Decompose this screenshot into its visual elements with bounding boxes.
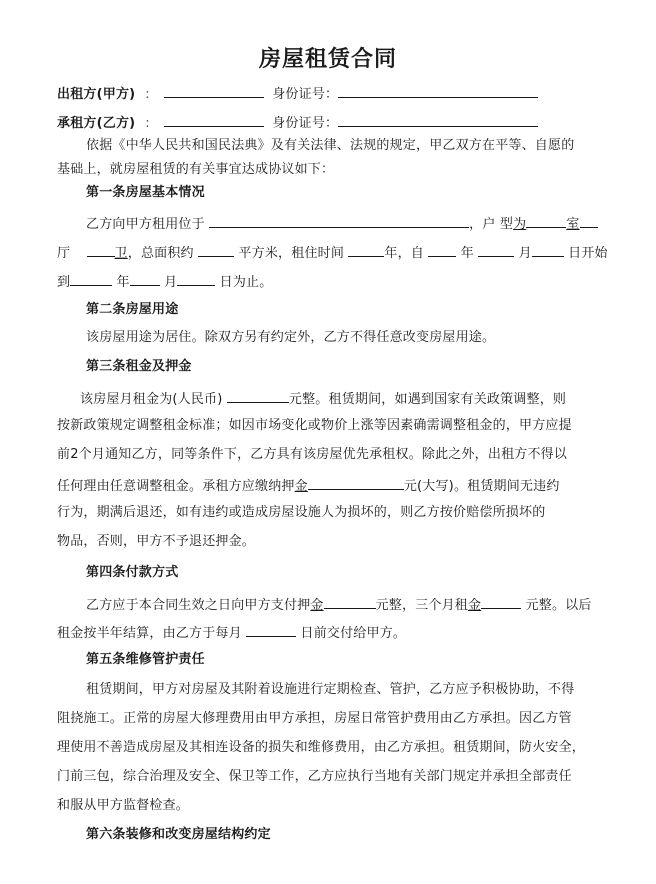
monthly-rent-blank[interactable] [227, 388, 289, 403]
text: ，户 [469, 217, 496, 232]
section-3-line-6: 物品，否则，甲方不予退还押金。 [57, 534, 256, 549]
document-title: 房屋租赁合同 [258, 47, 397, 72]
section-5-line-4: 门前三包，综合治理及安全、保卫等工作，乙方应执行当地有关部门规定并承担全部责任 [57, 769, 572, 784]
text: 元整。以后 [525, 598, 592, 613]
intro-line-1: 依据《中华人民共和国民法典》及有关法律、法规的规定，甲乙双方在平等、自愿的 [86, 138, 575, 153]
text: 乙方向甲方租用位于 [86, 217, 205, 232]
start-day-blank[interactable] [532, 242, 564, 257]
text: ，总面积约 [127, 246, 194, 261]
text: 元整，三个月租 [375, 598, 469, 613]
area-blank[interactable] [198, 242, 234, 257]
halls-blank[interactable] [580, 213, 598, 228]
section-5-line-2: 阻挠施工。正常的房屋大修理费用由甲方承担，房屋日常管护费用由乙方承担。因乙方管 [57, 711, 572, 726]
section-5-heading: 第五条维修管护责任 [86, 652, 205, 667]
lessee-row [57, 112, 538, 133]
section-3-line-3: 前2个月通知乙方，同等条件下，乙方具有该房屋优先承租权。除此之外，出租方不得以 [57, 447, 568, 462]
rooms-blank[interactable] [526, 213, 566, 228]
initial-deposit-blank[interactable] [324, 594, 376, 609]
text: 室 [566, 217, 580, 232]
lessor-name-blank[interactable] [164, 83, 264, 98]
text: 厅 [57, 246, 71, 261]
text: 卫 [114, 246, 128, 261]
lessee-label: 承租方(乙方) [57, 116, 136, 131]
text: 日开始 [568, 246, 608, 261]
section-1-heading: 第一条房屋基本情况 [86, 185, 205, 200]
lessor-id-label: 身份证号： [272, 87, 339, 102]
text: 乙方应于本合同生效之日向甲方支付押 [86, 598, 311, 613]
text: 元(大写)。租赁期间无违约 [403, 479, 560, 494]
colon: : [145, 87, 150, 102]
section-1-line-3 [57, 271, 272, 292]
text: 年 [116, 275, 130, 290]
section-4-line-1 [86, 594, 592, 615]
text: 日前交付给甲方。 [300, 626, 407, 641]
lessee-id-blank[interactable] [338, 112, 538, 127]
text: 租金按半年结算，由乙方于每月 [57, 626, 242, 641]
address-blank[interactable] [209, 213, 469, 228]
text: 元整。租赁期间，如遇到国家有关政策调整，则 [288, 392, 567, 407]
section-5-line-5: 和服从甲方监督检查。 [57, 798, 190, 813]
text: 年 [460, 246, 474, 261]
text: 月 [518, 246, 532, 261]
text: 任何理由任意调整租金。承租方应缴纳押 [57, 479, 295, 494]
section-2-text: 该房屋用途为居住。除双方另有约定外，乙方不得任意改变房屋用途。 [86, 330, 496, 345]
text: 月 [164, 275, 178, 290]
deposit-blank[interactable] [308, 475, 404, 490]
lessor-id-blank[interactable] [338, 83, 538, 98]
end-month-blank[interactable] [130, 271, 160, 286]
text: 为 [513, 217, 527, 232]
lessee-name-blank[interactable] [164, 112, 264, 127]
start-year-blank[interactable] [428, 242, 456, 257]
term-years-blank[interactable] [348, 242, 384, 257]
baths-blank[interactable] [87, 242, 115, 257]
section-3-line-4 [57, 475, 560, 496]
text: 到 [57, 275, 71, 290]
payment-day-blank[interactable] [246, 622, 296, 637]
section-3-heading: 第三条租金及押金 [86, 359, 192, 374]
lessee-id-label: 身份证号： [272, 116, 339, 131]
section-3-line-1 [80, 388, 566, 409]
section-3-line-5: 行为，期满后退还，如有违约或造成房屋设施人为损坏的，则乙方按价赔偿所损坏的 [57, 505, 546, 520]
text: 该房屋月租金为(人民币) [80, 392, 223, 407]
section-5-line-3: 理使用不善造成房屋及其相连设备的损失和维修费用，由乙方承担。租赁期间，防火安全， [57, 740, 586, 755]
lessor-row [57, 83, 538, 104]
text: 平方米，租住时间 [238, 246, 345, 261]
end-year-blank[interactable] [70, 271, 112, 286]
text: 金 [310, 598, 324, 613]
section-4-line-2 [57, 622, 406, 643]
colon: : [145, 116, 150, 131]
section-5-line-1: 租赁期间，甲方对房屋及其附着设施进行定期检查、管护，乙方应予积极协助，不得 [86, 682, 575, 697]
end-day-blank[interactable] [177, 271, 215, 286]
section-3-line-2: 按新政策规定调整租金标准；如因市场变化或物价上涨等因素确需调整租金的，甲方应提 [57, 418, 572, 433]
start-month-blank[interactable] [478, 242, 514, 257]
section-1-line-1 [86, 213, 598, 234]
intro-line-2: 基础上，就房屋租赁的有关事宜达成协议如下： [57, 162, 335, 177]
text: 型 [499, 217, 514, 232]
text: 日为止。 [219, 275, 273, 290]
text: 金 [468, 598, 482, 613]
section-2-heading: 第二条房屋用途 [86, 302, 179, 317]
section-6-heading: 第六条装修和改变房屋结构约定 [86, 827, 271, 842]
lessor-label: 出租方(甲方) [57, 87, 136, 102]
text: 年，自 [384, 246, 425, 261]
three-month-rent-blank[interactable] [481, 594, 521, 609]
section-4-heading: 第四条付款方式 [86, 565, 179, 580]
text: 金 [294, 479, 308, 494]
section-1-line-2 [57, 242, 608, 263]
